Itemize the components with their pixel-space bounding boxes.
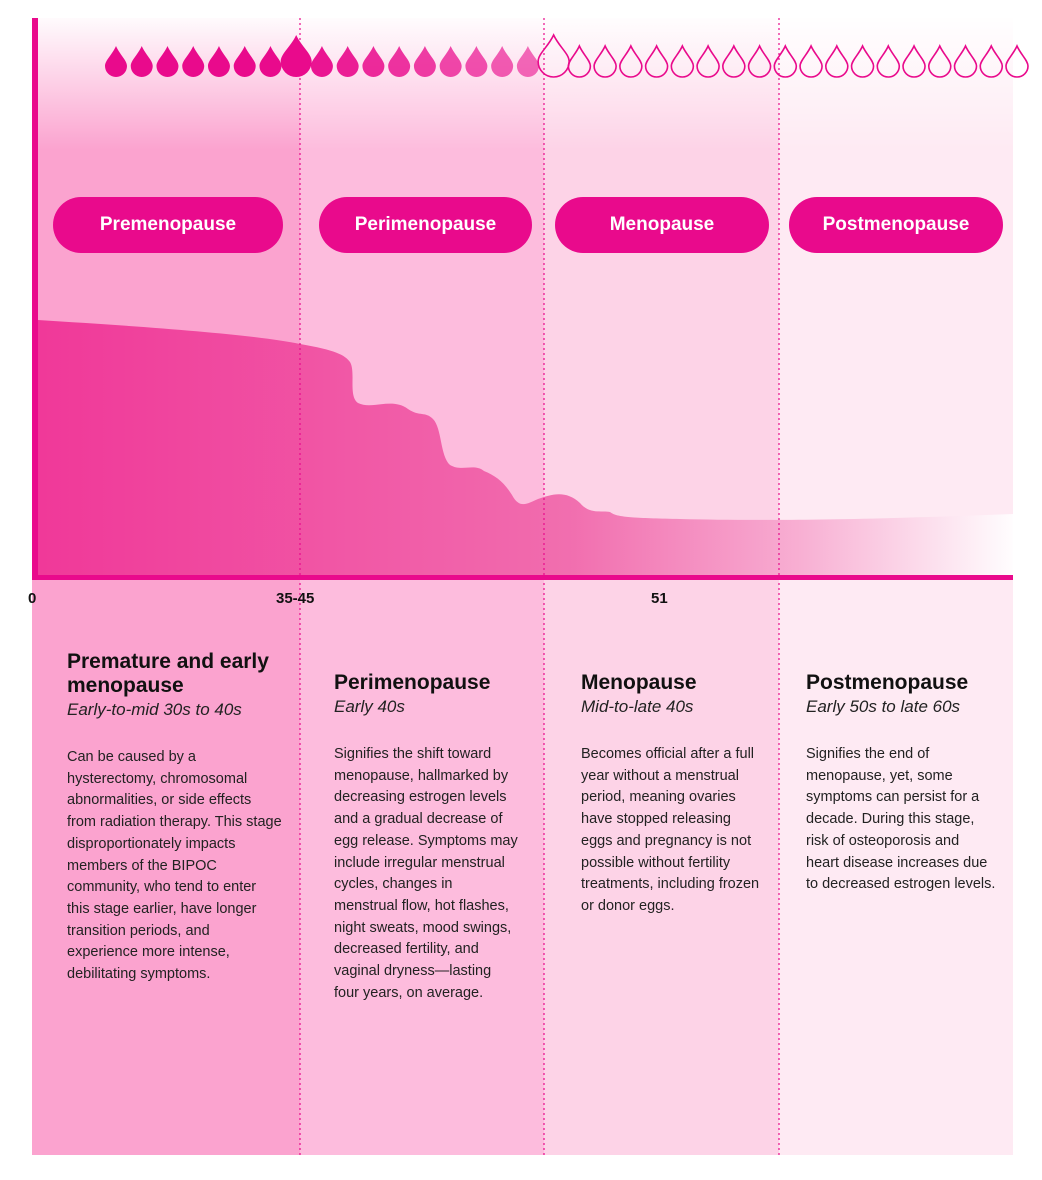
column-subtitle: Mid-to-late 40s xyxy=(581,697,694,716)
filled-drop-icon xyxy=(208,46,230,77)
empty-drop-icon xyxy=(697,46,719,77)
column-title: Menopause xyxy=(581,671,697,694)
filled-drop-icon xyxy=(388,46,410,77)
empty-drop-icon xyxy=(646,46,668,77)
empty-drop-icon xyxy=(800,46,822,77)
column-body: Can be caused by a hysterectomy, chromosomal abnormalities, or side effects from radiation therapy. This stage disproportionately impacts members of the BIPOC community, who tend to enter this stage earlier, have longer transition periods, and experience more intense, debilitating symptoms. xyxy=(67,749,282,983)
stage-column-postmenopause xyxy=(806,671,996,896)
empty-drop-icon xyxy=(955,46,977,77)
filled-drop-icon xyxy=(517,46,539,77)
estrogen-level-area xyxy=(38,320,1013,577)
filled-drop-icon xyxy=(105,46,127,77)
empty-drop-icon xyxy=(620,46,642,77)
column-subtitle: Early 50s to late 60s xyxy=(806,697,961,716)
empty-drop-icon xyxy=(980,46,1002,77)
filled-drop-icon xyxy=(414,46,436,77)
empty-drop-icon xyxy=(903,46,925,77)
axis-tick-51: 51 xyxy=(651,590,668,607)
stage-pill-postmenopause: Postmenopause xyxy=(789,197,1003,253)
filled-drop-icon xyxy=(465,46,487,77)
empty-drop-icon xyxy=(594,46,616,77)
empty-drop-icon xyxy=(723,46,745,77)
filled-drop-icon xyxy=(182,46,204,77)
empty-drop-icon xyxy=(671,46,693,77)
egg-release-drops xyxy=(105,35,1028,77)
filled-drop-icon xyxy=(234,46,256,77)
x-axis-line xyxy=(32,575,1013,580)
stage-column-premature xyxy=(67,650,282,986)
empty-drop-icon xyxy=(852,46,874,77)
empty-drop-icon xyxy=(749,46,771,77)
empty-drop-icon xyxy=(1006,46,1028,77)
axis-tick-35-45: 35-45 xyxy=(276,590,315,607)
column-subtitle: Early 40s xyxy=(334,697,405,716)
stage-pill-menopause: Menopause xyxy=(555,197,769,253)
column-subtitle: Early-to-mid 30s to 40s xyxy=(67,700,242,719)
y-axis-line xyxy=(32,18,38,580)
column-title: Perimenopause xyxy=(334,671,491,694)
empty-drop-icon xyxy=(877,46,899,77)
filled-drop-icon xyxy=(337,46,359,77)
column-body: Signifies the shift toward menopause, hallmarked by decreasing estrogen levels and a gradual decrease of egg release. Symptoms may include irregular menstrual cycles, changes in menstrual flow, hot flashes, night sweats, mood swings, decreased fertility, and vaginal dryness—lasting four years, on average. xyxy=(334,746,518,1001)
filled-drop-icon xyxy=(259,46,281,77)
column-title: Premature and early menopause xyxy=(67,650,269,697)
filled-drop-icon xyxy=(440,46,462,77)
filled-drop-icon xyxy=(311,46,333,77)
stage-column-menopause xyxy=(581,671,761,918)
stage-pill-premenopause: Premenopause xyxy=(53,197,283,253)
empty-drop-icon xyxy=(826,46,848,77)
axis-tick-0: 0 xyxy=(28,590,37,607)
empty-drop-icon xyxy=(929,46,951,77)
column-body: Becomes official after a full year without a menstrual period, meaning ovaries have stopped releasing eggs and pregnancy is not possible without fertility treatments, including frozen or donor eggs. xyxy=(581,746,760,914)
stage-pill-perimenopause: Perimenopause xyxy=(319,197,532,253)
filled-drop-icon xyxy=(281,35,312,77)
filled-drop-icon xyxy=(131,46,153,77)
filled-drop-icon xyxy=(362,46,384,77)
stage-column-perimenopause xyxy=(334,671,519,1004)
column-body: Signifies the end of menopause, yet, some symptoms can persist for a decade. During this stage, risk of osteoporosis and heart disease increases due to decreased estrogen levels. xyxy=(806,746,996,893)
empty-drop-icon xyxy=(568,46,590,77)
column-title: Postmenopause xyxy=(806,671,969,694)
filled-drop-icon xyxy=(491,46,513,77)
empty-drop-icon xyxy=(774,46,796,77)
filled-drop-icon xyxy=(156,46,178,77)
empty-drop-icon xyxy=(538,35,569,77)
